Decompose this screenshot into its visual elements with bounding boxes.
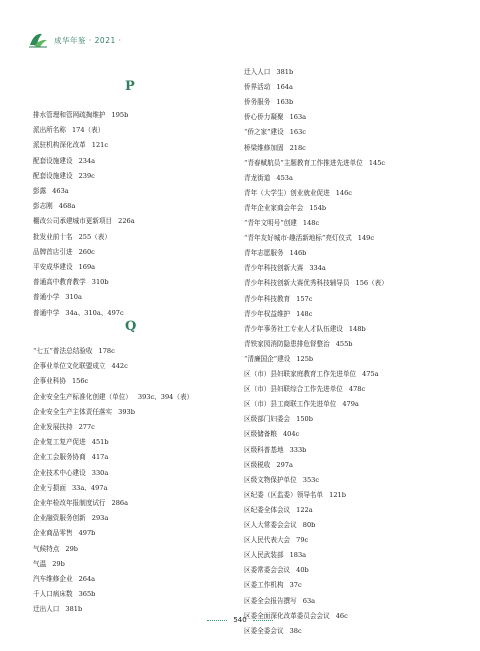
entry-page-ref: 381b — [65, 605, 83, 614]
index-entry — [244, 520, 315, 530]
entry-page-ref: 169a — [78, 263, 96, 271]
entry-page-ref: 297a — [276, 460, 293, 469]
entry-term: 区委全委会议 — [244, 626, 284, 635]
entry-page-ref: 157c — [296, 294, 313, 303]
entry-term: 青少年权益维护 — [244, 309, 291, 318]
index-entry — [244, 278, 388, 288]
entry-page-ref: 174（表） — [71, 126, 105, 135]
entry-term: 批发业前十名 — [33, 232, 73, 241]
index-entry — [33, 171, 95, 181]
index-entry — [244, 339, 353, 349]
entry-page-ref: 497b — [78, 529, 96, 538]
index-entry — [33, 232, 111, 242]
entry-page-ref: 293a — [91, 514, 109, 523]
index-entry — [33, 110, 128, 120]
entry-term: 平安成华建设 — [33, 263, 73, 271]
entry-page-ref: 310a — [65, 293, 82, 302]
index-entry — [33, 513, 108, 523]
entry-term: 千人口病床数 — [33, 590, 73, 599]
entry-term: 配套设施建设 — [33, 171, 73, 180]
entry-page-ref: 417a — [91, 453, 109, 462]
index-entry — [244, 429, 299, 439]
entry-page-ref: 404c — [282, 430, 300, 439]
index-entry — [244, 203, 326, 213]
entry-term: 迁入人口 — [244, 68, 271, 76]
index-entry — [33, 292, 82, 302]
entry-page-ref: 226a — [118, 217, 135, 226]
entry-page-ref: 277c — [78, 423, 95, 431]
entry-term: 区委全会报告撰写 — [244, 596, 297, 605]
index-letter-p: P — [125, 79, 135, 94]
entry-page-ref: 150b — [296, 415, 313, 424]
entry-page-ref: 218c — [289, 143, 306, 152]
entry-term: 企业商品零售 — [33, 529, 73, 538]
index-entry — [33, 483, 107, 493]
entry-term: 青少年科技创新大赛 — [244, 264, 304, 273]
entry-page-ref: 33a、497a — [71, 483, 108, 492]
entry-page-ref: 163a — [289, 113, 307, 122]
entry-term: 派出所名称 — [33, 126, 66, 135]
index-entry — [244, 309, 312, 319]
entry-term: 彭露 — [33, 187, 47, 195]
entry-page-ref: 195b — [111, 111, 129, 119]
entry-page-ref: 122a — [296, 505, 313, 514]
header-title: 成华年鉴 · 2021 · — [54, 35, 122, 45]
entry-page-ref: 475a — [362, 370, 379, 378]
entry-term: 企业复工复产促进 — [33, 438, 86, 447]
index-entry — [244, 414, 313, 424]
entry-term: 棚改公司承建城市更新项目 — [33, 217, 113, 226]
index-entry — [244, 248, 306, 258]
entry-term: 区委全面深化改革委员会会议 — [244, 611, 330, 620]
running-header — [28, 30, 228, 50]
entry-term: 桥梁维修加固 — [244, 143, 284, 152]
entry-page-ref: 149c — [357, 234, 375, 243]
index-entry — [33, 604, 82, 614]
entry-page-ref: 154b — [309, 203, 327, 212]
entry-term: 青年志愿服务 — [244, 249, 284, 258]
entry-term: 企事业科协 — [33, 377, 66, 386]
index-entry — [244, 535, 308, 545]
index-entry — [244, 490, 346, 500]
index-entry — [33, 277, 109, 287]
entry-page-ref: 63a — [302, 596, 316, 605]
entry-page-ref: 393c、394（表） — [137, 392, 194, 401]
entry-term: 侨心侨力凝聚 — [244, 113, 284, 122]
index-entry — [33, 140, 108, 150]
entry-page-ref: 121c — [91, 141, 109, 150]
index-entry — [244, 565, 309, 575]
entry-term: “青春赋航员”主题教育工作推进先进单位 — [244, 158, 363, 167]
entry-term: 企业安全生产主体责任落实 — [33, 407, 113, 416]
index-entry — [33, 468, 108, 478]
yearbook-logo-icon — [28, 31, 48, 49]
entry-term: 区级储备粮 — [244, 430, 277, 439]
index-entry — [244, 550, 306, 560]
index-entry — [33, 186, 69, 196]
entry-page-ref: 163c — [289, 128, 306, 137]
entry-term: 区人大常委会会议 — [244, 521, 297, 529]
index-entry — [33, 422, 95, 432]
entry-term: 气候特点 — [33, 544, 60, 553]
entry-term: “侨之家”建设 — [244, 128, 284, 137]
entry-term: 区纪委全体会议 — [244, 505, 291, 514]
entry-page-ref: 156c — [71, 377, 89, 386]
index-entry — [244, 263, 326, 273]
entry-term: 汽车维修企业 — [33, 575, 73, 583]
index-entry — [33, 498, 128, 508]
entry-page-ref: 381b — [276, 68, 294, 76]
entry-page-ref: 453a — [276, 173, 293, 182]
entry-term: 青年企业家商会年会 — [244, 203, 304, 212]
index-entry — [244, 354, 313, 364]
entry-term: 普通高中教育教学 — [33, 278, 86, 287]
entry-term: 区级科普基地 — [244, 445, 284, 454]
entry-page-ref: 79c — [296, 536, 309, 545]
entry-page-ref: 29b — [65, 544, 78, 553]
index-entry — [244, 384, 365, 394]
entry-term: 普通小学 — [33, 293, 60, 302]
entry-term: 侨务服务 — [244, 98, 271, 107]
entry-term: 配套设施建设 — [33, 156, 73, 165]
entry-term: 侨界活动 — [244, 83, 271, 92]
entry-term: 区级文物保护单位 — [244, 475, 297, 484]
index-entry — [33, 247, 95, 257]
index-entry — [33, 589, 95, 599]
entry-page-ref: 463a — [52, 187, 69, 195]
entry-term: 区委工作机构 — [244, 581, 284, 590]
entry-term: 区委常委会会议 — [244, 566, 291, 575]
entry-term: 气温 — [33, 559, 47, 568]
entry-page-ref: 163b — [276, 98, 294, 107]
entry-term: “青年友好城市·趣活新地标”亮灯仪式 — [244, 234, 352, 243]
entry-term: 彭志刚 — [33, 202, 53, 211]
entry-page-ref: 365b — [78, 590, 96, 599]
entry-page-ref: 34a、310a、497c — [65, 308, 124, 317]
entry-term: 青年（大学生）创业就业促进 — [244, 188, 330, 197]
entry-term: 企业亏损面 — [33, 483, 66, 492]
index-entry — [33, 346, 115, 356]
entry-page-ref: 393b — [118, 407, 135, 416]
index-entry — [244, 127, 306, 137]
entry-page-ref: 479a — [342, 400, 359, 409]
page-number: 540 — [233, 616, 247, 624]
index-entry — [33, 452, 108, 462]
entry-term: 区（市）县妇联综合工作先进单位 — [244, 385, 343, 394]
index-entry — [33, 376, 88, 386]
entry-page-ref: 156（表） — [355, 279, 388, 288]
index-entry — [244, 505, 313, 515]
entry-page-ref: 146b — [289, 249, 307, 258]
entry-page-ref: 148c — [296, 309, 313, 318]
index-entry — [244, 445, 306, 455]
entry-term: 青少年科技创新大赛优秀科技辅导员 — [244, 279, 350, 288]
entry-term: 区纪委（区监委）领导名单 — [244, 490, 324, 499]
index-entry — [33, 559, 65, 569]
index-entry — [244, 596, 315, 606]
entry-page-ref: 80b — [302, 521, 316, 529]
index-entry — [244, 369, 379, 379]
entry-term: “青年文明号”创建 — [244, 219, 297, 227]
entry-term: 企业安全生产标准化创建（单位） — [33, 392, 132, 401]
index-entry — [33, 544, 78, 554]
index-entry — [244, 112, 306, 122]
entry-page-ref: 260c — [78, 247, 95, 256]
entry-page-ref: 145c — [368, 158, 386, 167]
entry-page-ref: 239c — [78, 171, 95, 180]
entry-page-ref: 46c — [335, 611, 348, 620]
entry-term: 青铁家园消防隐患排危督整治 — [244, 339, 330, 348]
index-entry — [33, 125, 104, 135]
entry-page-ref: 40b — [296, 566, 309, 575]
index-entry — [33, 574, 95, 584]
index-entry — [33, 437, 109, 447]
index-entry — [244, 475, 319, 485]
index-letter-q: Q — [125, 319, 137, 334]
entry-term: 排水管理和管网疏掏维护 — [33, 111, 106, 119]
entry-term: “清廉国企”建设 — [244, 354, 291, 363]
index-entry — [244, 143, 306, 153]
entry-term: 企业工会服务协商 — [33, 453, 86, 462]
entry-page-ref: 286a — [111, 499, 129, 507]
entry-page-ref: 121b — [329, 490, 346, 499]
index-entry — [244, 218, 319, 228]
index-entry — [244, 294, 312, 304]
index-entry — [244, 173, 293, 183]
index-entry — [244, 233, 374, 243]
entry-term: 品牌首店引进 — [33, 247, 73, 256]
index-entry — [33, 528, 95, 538]
index-entry — [244, 82, 293, 92]
index-entry — [244, 460, 293, 470]
entry-term: 区级部门妇委会 — [244, 415, 291, 424]
page-footer — [0, 611, 480, 626]
entry-term: 企业发展扶持 — [33, 423, 73, 431]
entry-page-ref: 29b — [52, 559, 65, 568]
entry-term: 迁出人口 — [33, 605, 60, 614]
index-entry — [33, 262, 95, 272]
entry-page-ref: 183a — [289, 551, 307, 560]
entry-term: 区人民代表大会 — [244, 536, 291, 545]
entry-page-ref: 353c — [302, 475, 320, 484]
index-entry — [33, 361, 128, 371]
index-entry — [244, 188, 352, 198]
index-entry — [33, 216, 135, 226]
entry-page-ref: 264a — [78, 575, 96, 583]
index-entry — [33, 201, 75, 211]
footer-rule-left — [207, 620, 227, 621]
entry-page-ref: 468a — [58, 202, 76, 211]
entry-page-ref: 442c — [111, 362, 128, 371]
entry-page-ref: 178c — [98, 347, 115, 355]
entry-page-ref: 164a — [276, 83, 293, 92]
entry-page-ref: 37c — [289, 581, 302, 590]
entry-term: 企业技术中心建设 — [33, 468, 86, 477]
entry-page-ref: 310b — [91, 278, 109, 287]
entry-term: 区（市）县工商联工作先进单位 — [244, 400, 337, 409]
entry-term: 企业融资服务创新 — [33, 514, 86, 523]
entry-page-ref: 255（表） — [78, 232, 111, 241]
entry-term: 企事业单位文化联盟成立 — [33, 362, 106, 371]
entry-term: 区（市）县妇联家庭教育工作先进单位 — [244, 370, 357, 378]
entry-term: 青少年事务社工专业人才队伍建设 — [244, 324, 343, 333]
entry-page-ref: 478c — [348, 385, 366, 394]
entry-page-ref: 334a — [309, 264, 326, 273]
index-entry — [244, 97, 293, 107]
entry-term: “七五”普法总结验收 — [33, 347, 93, 355]
entry-term: 区级税收 — [244, 460, 271, 469]
entry-page-ref: 148c — [302, 219, 320, 227]
index-entry — [244, 626, 302, 636]
entry-term: 企业年检改年报制度试行 — [33, 499, 106, 507]
entry-page-ref: 455b — [335, 339, 353, 348]
entry-page-ref: 125b — [296, 354, 314, 363]
entry-page-ref: 333b — [289, 445, 307, 454]
entry-term: 区人民武装部 — [244, 551, 284, 560]
entry-page-ref: 234a — [78, 156, 96, 165]
entry-page-ref: 38c — [289, 626, 302, 635]
entry-term: 青龙街道 — [244, 173, 271, 182]
index-entry — [33, 392, 193, 402]
index-entry — [33, 156, 95, 166]
index-entry — [33, 407, 135, 417]
index-entry — [244, 580, 302, 590]
index-entry — [244, 158, 385, 168]
index-entry — [244, 399, 359, 409]
index-entry — [244, 324, 366, 334]
entry-page-ref: 146c — [335, 188, 352, 197]
entry-term: 普通中学 — [33, 308, 60, 317]
index-entry — [244, 67, 293, 77]
entry-page-ref: 451b — [91, 438, 109, 447]
entry-term: 青少年科技教育 — [244, 294, 291, 303]
index-entry — [33, 308, 124, 318]
entry-page-ref: 148b — [348, 324, 366, 333]
entry-term: 派驻机构深化改革 — [33, 141, 86, 150]
footer-rule-right — [253, 620, 273, 621]
entry-page-ref: 330a — [91, 468, 109, 477]
